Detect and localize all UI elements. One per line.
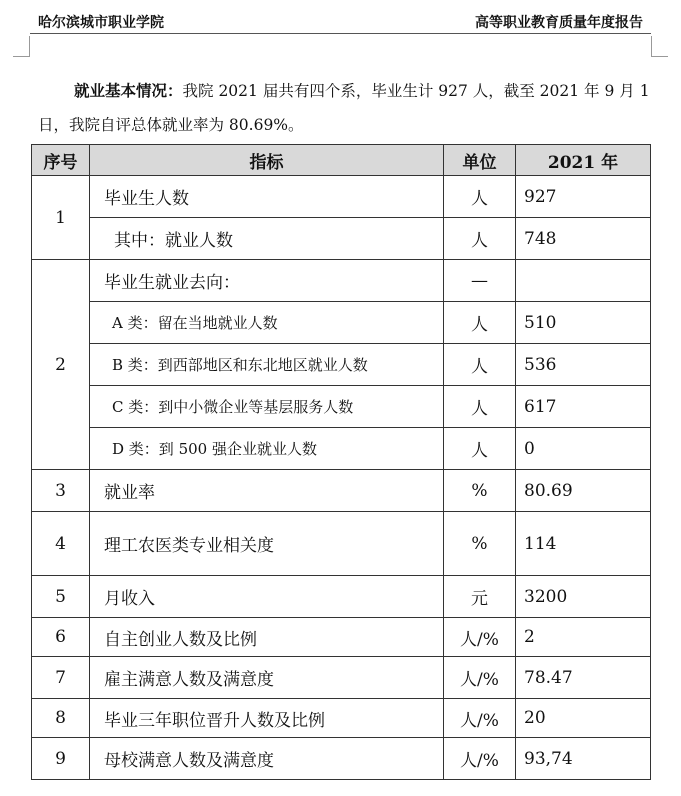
row-value: 3200 <box>516 576 651 618</box>
row-value: 0 <box>516 428 651 470</box>
row-unit: 人/% <box>444 738 516 780</box>
row-value: 617 <box>516 386 651 428</box>
row-unit: 人 <box>444 344 516 386</box>
row-indicator: 母校满意人数及满意度 <box>90 738 444 780</box>
row-value: 927 <box>516 176 651 218</box>
table-row <box>32 344 651 386</box>
row-value: 748 <box>516 218 651 260</box>
table-row <box>32 260 651 302</box>
table-row <box>32 176 651 218</box>
header-indicator: 指标 <box>90 145 444 176</box>
employment-table <box>31 144 651 780</box>
intro-lead: 就业基本情况： <box>74 81 183 100</box>
row-unit: 人 <box>444 386 516 428</box>
row-indicator: C 类：到中小微企业等基层服务人数 <box>90 386 444 428</box>
row-unit: % <box>444 470 516 512</box>
row-indicator: 毕业生就业去向： <box>90 260 444 302</box>
row-value: 2 <box>516 618 651 657</box>
row-unit: 人/% <box>444 657 516 699</box>
table-row <box>32 218 651 260</box>
crop-mark-right <box>651 36 668 57</box>
row-indicator: B 类：到西部地区和东北地区就业人数 <box>90 344 444 386</box>
row-value: 80.69 <box>516 470 651 512</box>
row-value: 20 <box>516 699 651 738</box>
intro-text: 我院 2021 届共有四个系，毕业生计 927 人，截至 2021 年 9 月 1 日，我院自评总体就业率为 80.69%。 <box>38 82 650 134</box>
row-value: 78.47 <box>516 657 651 699</box>
row-unit: 人/% <box>444 699 516 738</box>
row-unit: 元 <box>444 576 516 618</box>
row-number: 9 <box>32 738 90 780</box>
row-value <box>516 260 651 302</box>
row-number: 6 <box>32 618 90 657</box>
row-indicator: 就业率 <box>90 470 444 512</box>
intro-paragraph <box>38 74 650 142</box>
table-row <box>32 512 651 576</box>
header-school-name: 哈尔滨城市职业学院 <box>38 15 164 31</box>
header-no: 序号 <box>32 145 90 176</box>
row-indicator: 毕业生人数 <box>90 176 444 218</box>
row-number: 5 <box>32 576 90 618</box>
table-row <box>32 428 651 470</box>
row-value: 93,74 <box>516 738 651 780</box>
table-row <box>32 657 651 699</box>
row-number: 4 <box>32 512 90 576</box>
table-row <box>32 302 651 344</box>
header-divider <box>30 33 651 34</box>
header-unit: 单位 <box>444 145 516 176</box>
row-indicator: 理工农医类专业相关度 <box>90 512 444 576</box>
row-indicator: A 类：留在当地就业人数 <box>90 302 444 344</box>
row-unit: 人/% <box>444 618 516 657</box>
row-unit: 人 <box>444 302 516 344</box>
row-unit: 人 <box>444 428 516 470</box>
row-unit: % <box>444 512 516 576</box>
row-indicator: 毕业三年职位晋升人数及比例 <box>90 699 444 738</box>
table-row <box>32 386 651 428</box>
row-number: 2 <box>32 260 90 470</box>
row-number: 7 <box>32 657 90 699</box>
header-report-title: 高等职业教育质量年度报告 <box>475 15 643 31</box>
row-unit: — <box>444 260 516 302</box>
row-indicator: 其中：就业人数 <box>90 218 444 260</box>
table-row <box>32 618 651 657</box>
row-indicator: 自主创业人数及比例 <box>90 618 444 657</box>
row-number: 1 <box>32 176 90 260</box>
row-value: 536 <box>516 344 651 386</box>
row-indicator: 月收入 <box>90 576 444 618</box>
row-value: 510 <box>516 302 651 344</box>
row-indicator: 雇主满意人数及满意度 <box>90 657 444 699</box>
table-row <box>32 738 651 780</box>
row-number: 3 <box>32 470 90 512</box>
page-header <box>0 0 681 34</box>
table-header-row <box>32 145 651 176</box>
table-row <box>32 470 651 512</box>
row-indicator: D 类：到 500 强企业就业人数 <box>90 428 444 470</box>
row-number: 8 <box>32 699 90 738</box>
table-row <box>32 699 651 738</box>
crop-mark-left <box>13 36 30 57</box>
row-value: 114 <box>516 512 651 576</box>
row-unit: 人 <box>444 218 516 260</box>
table-row <box>32 576 651 618</box>
row-unit: 人 <box>444 176 516 218</box>
header-year: 2021 年 <box>516 145 651 176</box>
